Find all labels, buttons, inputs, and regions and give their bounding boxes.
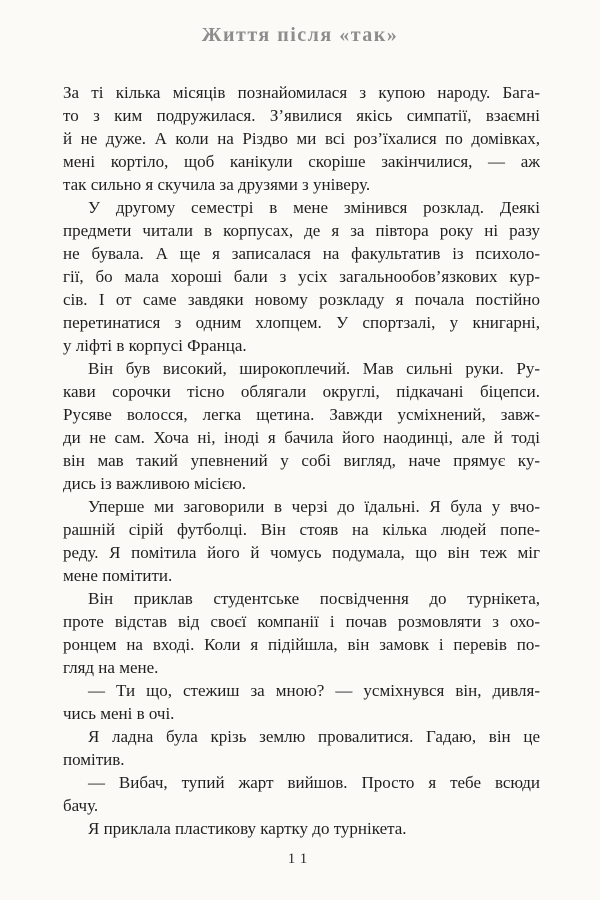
text-line-p9-l1: Я приклала пластикову картку до турнікета. xyxy=(88,819,407,838)
text-line-p2-l6: перетинатися з одним хлопцем. У спортзалі, у книгарні, xyxy=(63,313,540,332)
text-line-p3-l1: Він був високий, широкоплечий. Мав сильні руки. Ру- xyxy=(88,359,540,378)
text-line-p4-l1: Уперше ми заговорили в черзі до їдальні. Я була у вчо- xyxy=(88,497,540,516)
text-line-p5-l2: проте відстав від своєї компанії і почав розмовляти з охо- xyxy=(63,612,540,631)
text-line-p2-l4: гії, бо мала хороші бали з усіх загальнообов’язкових кур- xyxy=(63,267,540,286)
text-line-p1-l3: й не дуже. А коли на Різдво ми всі роз’їхалися по домівках, xyxy=(63,129,540,148)
text-line-p1-l2: то з ким подружилася. З’явилися якісь симпатії, взаємні xyxy=(63,106,540,125)
text-line-p1-l1: За ті кілька місяців познайомилася з купою народу. Бага- xyxy=(63,83,540,102)
page-number: 11 xyxy=(287,851,313,867)
text-line-p3-l4: ди не сам. Хоча ні, іноді я бачила його наодинці, але й тоді xyxy=(63,428,540,447)
text-line-p3-l2: кави сорочки тісно облягали округлі, підкачані біцепси. xyxy=(63,382,540,401)
text-line-p6-l2: чись мені в очі. xyxy=(63,704,175,723)
text-line-p4-l3: реду. Я помітила його й чомусь подумала, що він теж міг xyxy=(63,543,540,562)
text-line-p8-l1: — Вибач, тупий жарт вийшов. Просто я тебе всюди xyxy=(88,773,540,792)
text-line-p5-l4: гляд на мене. xyxy=(63,658,159,677)
text-line-p8-l2: бачу. xyxy=(63,796,99,815)
text-line-p1-l4: мені кортіло, щоб канікули скоріше закінчилися, — аж xyxy=(63,152,540,171)
chapter-running-head: Життя після «так» xyxy=(201,24,399,46)
text-line-p7-l2: помітив. xyxy=(63,750,125,769)
text-line-p5-l1: Він приклав студентське посвідчення до турнікета, xyxy=(88,589,540,608)
text-line-p2-l7: у ліфті в корпусі Франца. xyxy=(63,336,247,355)
page-body-text xyxy=(63,81,540,840)
text-line-p3-l6: дись із важливою місією. xyxy=(63,474,247,493)
text-line-p3-l5: він мав такий упевнений у собі вигляд, наче прямує ку- xyxy=(63,451,540,470)
text-line-p5-l3: ронцем на вході. Коли я підійшла, він замовк і перевів по- xyxy=(63,635,540,654)
text-line-p1-l5: так сильно я скучила за друзями з універу. xyxy=(63,175,371,194)
text-line-p3-l3: Русяве волосся, легка щетина. Завжди усміхнений, завж- xyxy=(63,405,540,424)
text-line-p4-l2: рашній сірій футболці. Він стояв на кілька людей попе- xyxy=(63,520,540,539)
text-line-p2-l2: предмети читали в корпусах, де я за півтора року ні разу xyxy=(63,221,540,240)
text-line-p4-l4: мене помітити. xyxy=(63,566,173,585)
text-line-p2-l1: У другому семестрі в мене змінився розклад. Деякі xyxy=(88,198,540,217)
text-line-p2-l3: не бувала. А ще я записалася на факультатив із психоло- xyxy=(63,244,540,263)
text-line-p7-l1: Я ладна була крізь землю провалитися. Гадаю, він це xyxy=(88,727,540,746)
text-line-p2-l5: сів. І от саме завдяки новому розкладу я почала постійно xyxy=(63,290,540,309)
text-line-p6-l1: — Ти що, стежиш за мною? — усміхнувся він, дивля- xyxy=(88,681,540,700)
